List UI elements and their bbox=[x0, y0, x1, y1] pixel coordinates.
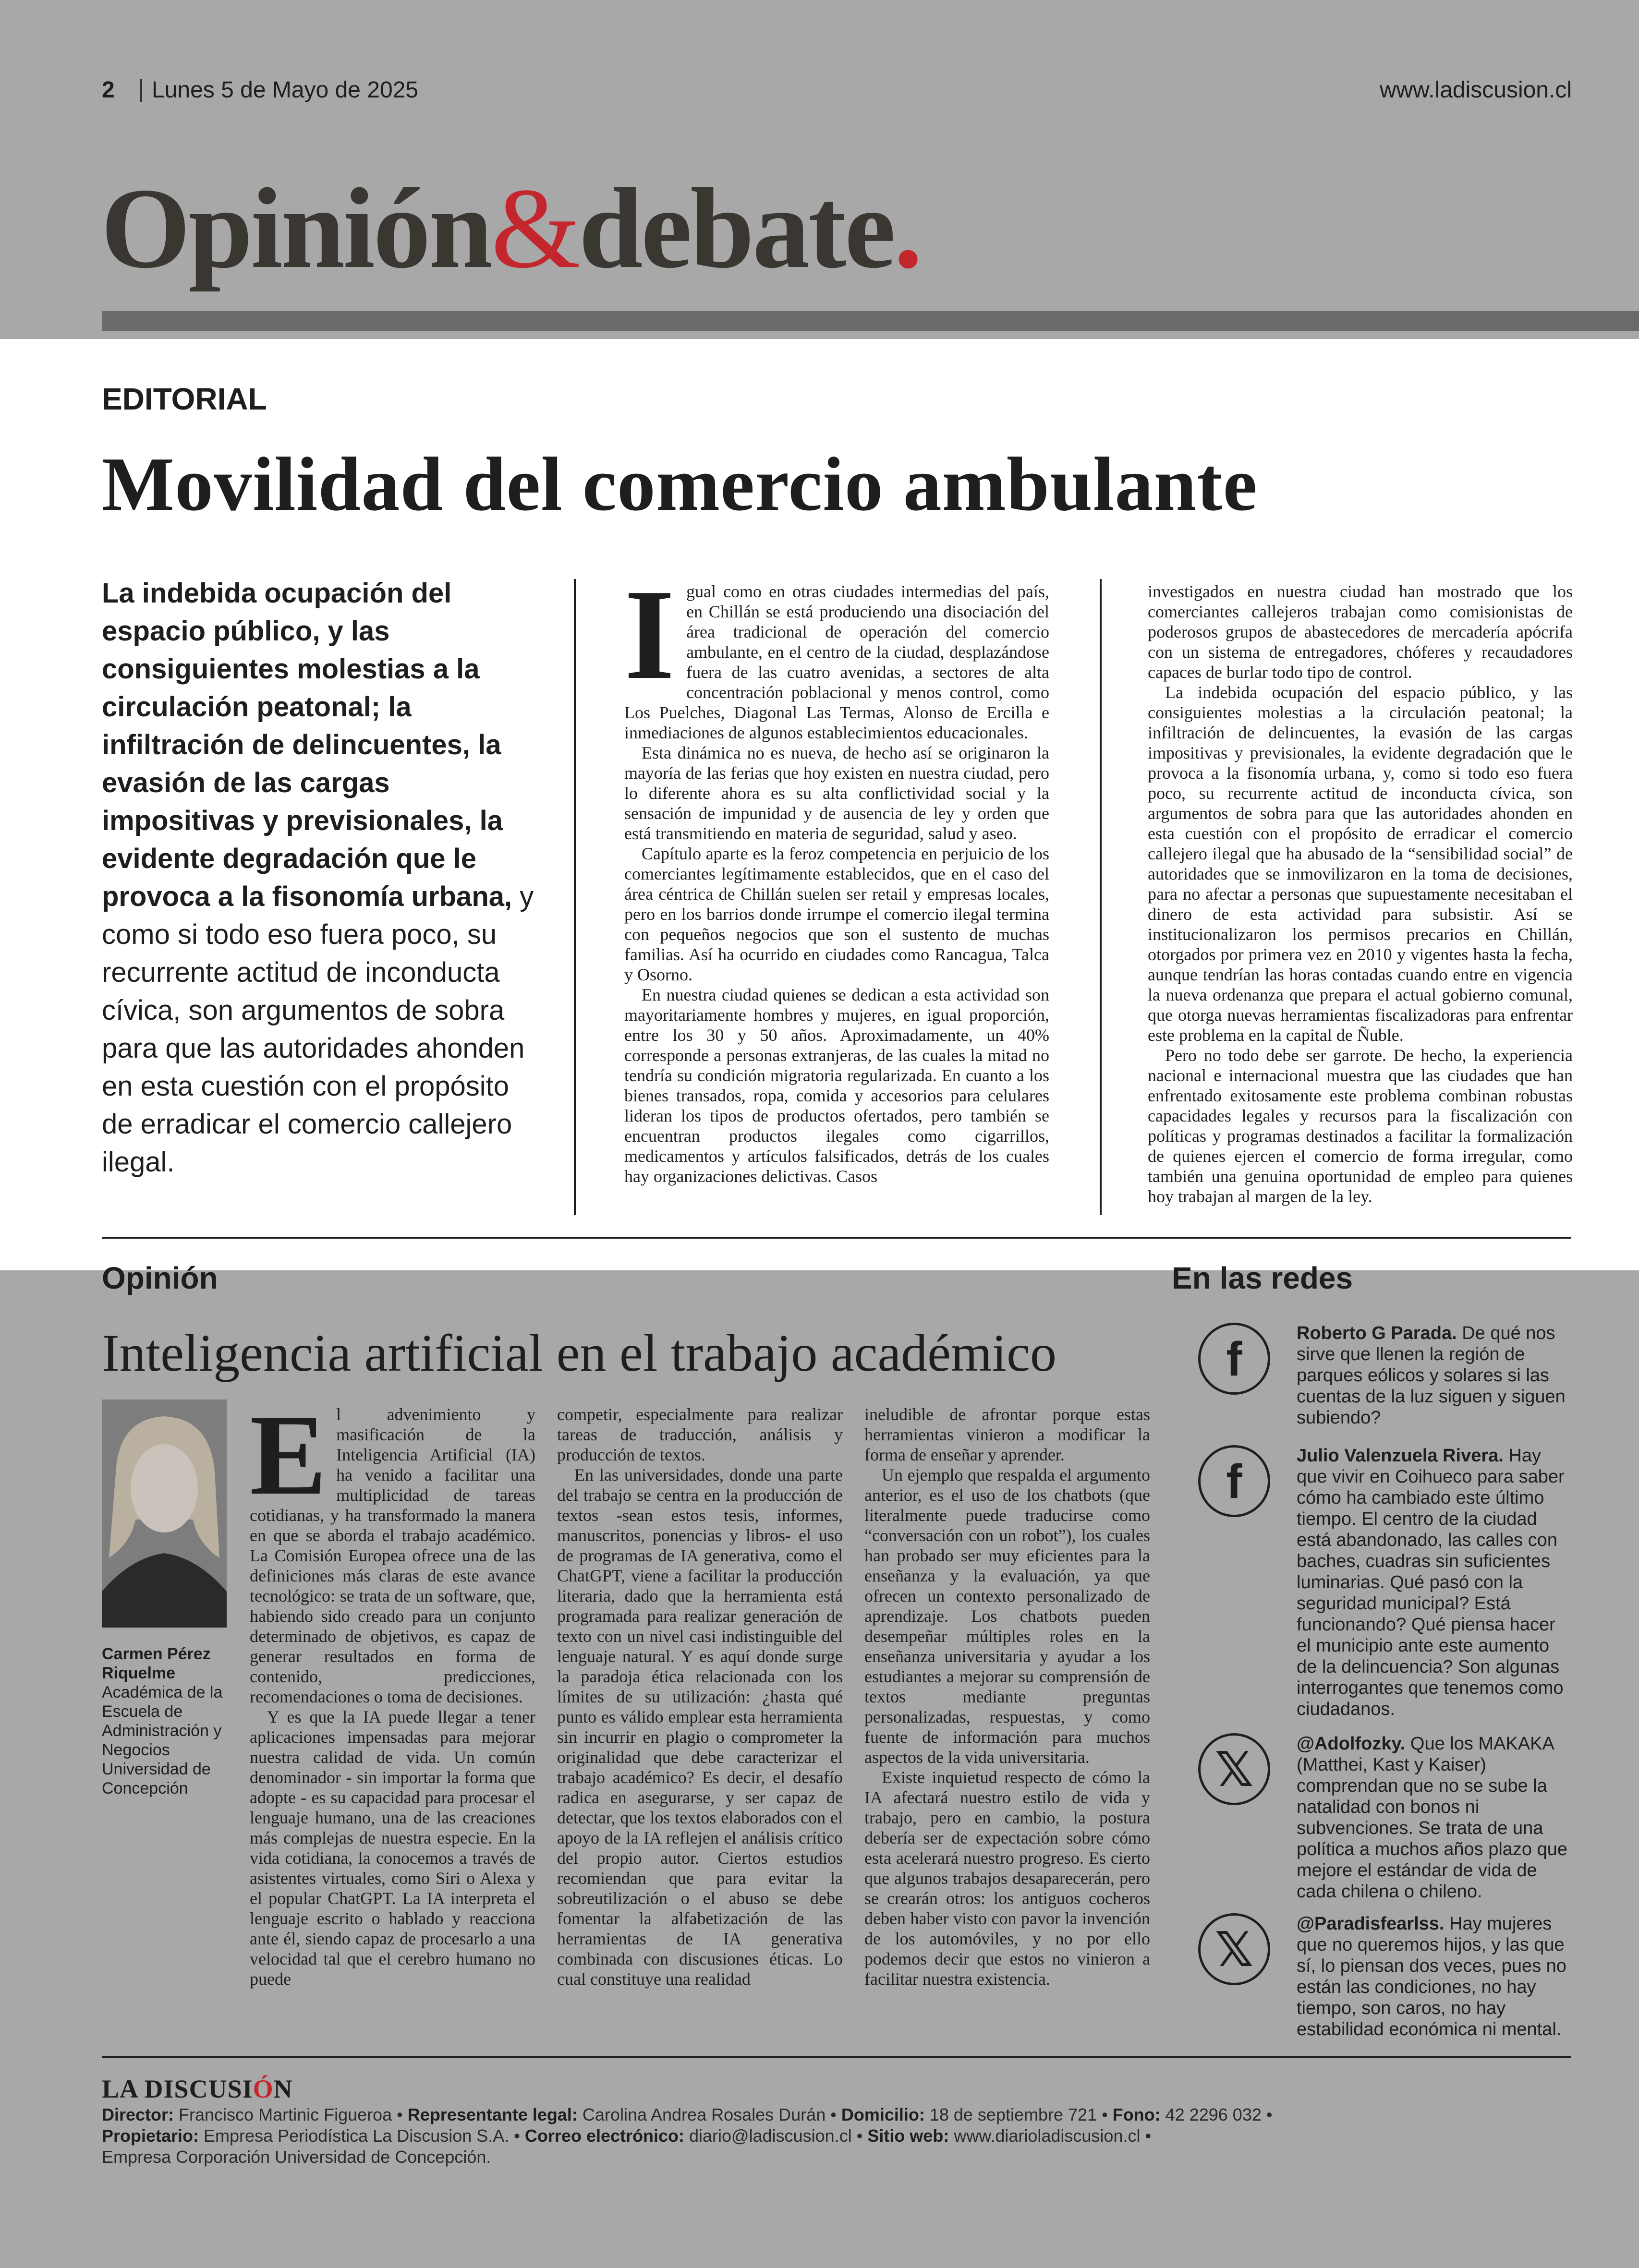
header-bar bbox=[102, 311, 1639, 331]
social-post bbox=[1198, 1445, 1573, 1719]
social-post-author: Roberto G Parada. bbox=[1297, 1323, 1457, 1343]
editorial-lead-rest: y como si todo eso fuera poco, su recurrente actitud de inconducta cívica, son argumentos de sobra para que las autoridades ahonden en esta cuestión con el propósito de erradicar el comercio callejero ilegal. bbox=[102, 881, 534, 1178]
x-icon: 𝕏 bbox=[1198, 1733, 1270, 1805]
date-separator bbox=[140, 79, 142, 102]
author-photo bbox=[102, 1399, 227, 1628]
social-post bbox=[1198, 1733, 1573, 1902]
editorial-column-3 bbox=[1148, 581, 1573, 1206]
editorial-title: Movilidad del comercio ambulante bbox=[102, 441, 1258, 527]
column-rule bbox=[1100, 579, 1102, 1215]
editorial-column-2 bbox=[624, 563, 1049, 1186]
social-post-author: Julio Valenzuela Rivera. bbox=[1297, 1446, 1504, 1466]
opinion-column-3 bbox=[864, 1404, 1150, 1989]
section-title-part1: Opinión bbox=[101, 164, 491, 292]
paragraph: competir, especialmente para realizar tareas de traducción, análisis y producción de textos. bbox=[557, 1405, 843, 1464]
paragraph: Capítulo aparte es la feroz competencia en perjuicio de los comerciantes legítimamente establecidos, que en el caso del área céntrica de Chillán suelen ser retail y empresas locales, pero en los barrios donde irrumpe el comercio ilegal termina con pequeños negocios que son el sustento de muchas familias. Así ha ocurrido en ciudades como Rancagua, Talca y Osorno. bbox=[624, 844, 1049, 984]
issue-date: Lunes 5 de Mayo de 2025 bbox=[152, 77, 419, 103]
paragraph: La indebida ocupación del espacio público, y las consiguientes molestias a la circulación peatonal; la infiltración de delincuentes, la evasión de las cargas impositivas y previsionales, la evidente degradación que le provoca a la fisonomía urbana, y, como si todo eso fuera poco, su recurrente actitud de inconducta cívica, son argumentos de sobra para que las autoridades ahonden en esta cuestión con el propósito de erradicar el comercio callejero ilegal que ha abusado de la “sensibilidad social” de autoridades que se inmovilizaron en la toma de decisiones, para no afectar a personas que supuestamente necesitaban el dinero de esta actividad para subsistir. Así se institucionalizaron los permisos precarios en Chillán, otorgados por primera vez en 2010 y vigentes hasta la fecha, aunque tendrían las horas contadas cuando entre en vigencia la nueva ordenanza que prepara el actual gobierno comunal, que otorga nuevas herramientas fiscalizadoras para enfrentar este problema en la capital de Ñuble. bbox=[1148, 683, 1573, 1045]
newspaper-logo: LA DISCUSIÓN bbox=[102, 2075, 293, 2103]
opinion-column-2 bbox=[557, 1404, 843, 1989]
social-post-text: Julio Valenzuela Rivera. Hay que vivir en Coihueco para saber cómo ha cambiado este último tiempo. El centro de la ciudad está abandonado, las calles con baches, cuadras sin suficientes luminarias. Qué pasó con la seguridad municipal? Está funcionando? Qué piensa hacer el municipio ante este aumento de la delincuencia? Son algunas interrogantes que tenemos como ciudadanos. bbox=[1297, 1446, 1565, 1719]
author-name: Carmen Pérez Riquelme bbox=[102, 1645, 211, 1682]
social-post-text: @Paradisfearlss. Hay mujeres que no queremos hijos, y las que sí, lo piensan dos veces, pues no están las condiciones, no hay tiempo, son caros, no hay estabilidad económica ni mental. bbox=[1297, 1914, 1566, 2039]
social-post-author: @Paradisfearlss. bbox=[1297, 1914, 1445, 1934]
editorial-panel bbox=[0, 339, 1639, 1270]
editorial-lead bbox=[102, 574, 534, 1181]
facebook-icon: f bbox=[1198, 1445, 1270, 1517]
paragraph: Un ejemplo que respalda el argumento anterior, es el uso de los chatbots (que literalmente puede traducirse como “conversación con un robot”), los cuales han probado ser muy eficientes para la enseñanza y la evaluación, ya que ofrecen un contexto personalizado de aprendizaje. Los chatbots pueden desempeñar múltiples roles en la enseñanza universitaria y ayudar a los estudiantes a mejorar su comprensión de textos mediante preguntas personalizadas, respuestas, y como fuente de información para muchos aspectos de la vida universitaria. bbox=[864, 1465, 1150, 1767]
paragraph: Esta dinámica no es nueva, de hecho así se originaron la mayoría de las ferias que hoy existen en nuestra ciudad, pero lo diferente ahora es su alta conflictividad social y la sensación de impunidad y de ausencia de ley y orden que está transmitiendo en materia de seguridad, salud y aseo. bbox=[624, 743, 1049, 843]
paragraph: Pero no todo debe ser garrote. De hecho, la experiencia nacional e internacional muestra que las ciudades que han enfrentado exitosamente este problema combinan robustas capacidades legales y recursos para la fiscalización con políticas y programas destinados a facilitar la formalización de quienes ejercen el comercio de forma irregular, como también una genuina oportunidad de empleo para quienes hoy trabajan al margen de la ley. bbox=[1148, 1046, 1573, 1206]
section-title bbox=[101, 164, 921, 292]
paragraph: En nuestra ciudad quienes se dedican a esta actividad son mayoritariamente hombres y mujeres, en igual proporción, entre los 30 y 50 años. Aproximadamente, un 40% corresponde a personas extranjeras, de las cuales la mitad no tendría su condición migratoria regularizada. En cuanto a los bienes transados, ropa, comida y accesorios para celulares lideran los tipos de productos ofertados, pero también se encuentran productos ilegales como cigarrillos, medicamentos y artículos falsificados, detrás de los cuales hay organizaciones delictivas. Casos bbox=[624, 985, 1049, 1186]
author-role: Académica de la Escuela de Administración y Negocios Universidad de Concepción bbox=[102, 1683, 223, 1798]
paragraph: En las universidades, donde una parte del trabajo se centra en la producción de textos -sean estos tesis, informes, manuscritos, ponencias y libros- el uso de programas de IA generativa, como el ChatGPT, viene a facilitar la producción literaria, dado que la herramienta está programada para realizar generación de texto con un nivel casi indistinguible del lenguaje natural. Y es aquí donde surge la paradoja ética relacionada con los límites de su utilización: ¿hasta qué punto es válido emplear esta herramienta sin incurrir en plagio o comprometer la originalidad que debe caracterizar el trabajo académico? Es decir, el desafío radica en asegurarse, y ser capaz de detectar, que los textos elaborados con el apoyo de la IA reflejen el análisis crítico del propio autor. Ciertos estudios recomiendan que para evitar la sobreutilización o el abuso se debe fomentar la alfabetización de las herramientas de IA generativa combinada con discusiones éticas. Lo cual constituye una realidad bbox=[557, 1465, 843, 1989]
opinion-kicker: Opinión bbox=[102, 1261, 218, 1295]
editorial-lead-bold: La indebida ocupación del espacio público, y las consiguientes molestias a la circulación peatonal; la infiltración de delincuentes, la evasión de las cargas impositivas y previsionales, la evidente degradación que le provoca a la fisonomía urbana, bbox=[102, 578, 512, 912]
paragraph: Igual como en otras ciudades intermedias del país, en Chillán se está produciendo una disociación del área tradicional de operación del comercio ambulante, en el centro de la ciudad, desplazándose fuera de las cuatro avenidas, a sectores de alta concentración poblacional y menos control, como Los Puelches, Diagonal Las Termas, Alonso de Ercilla e inmediaciones de algunos establecimientos educacionales. bbox=[624, 563, 1049, 742]
social-post-text: @Adolfozky. Que los MAKAKA (Matthei, Kast y Kaiser) comprendan que no se sube la natalidad con bonos ni subvenciones. Se trata de una política a muchos años plazo que mejore el estándar de vida de cada chilena o chileno. bbox=[1297, 1734, 1568, 1902]
author-portrait-icon bbox=[102, 1399, 227, 1628]
x-icon: 𝕏 bbox=[1198, 1913, 1270, 1985]
facebook-icon: f bbox=[1198, 1323, 1270, 1395]
top-line bbox=[102, 77, 1572, 104]
editorial-kicker: EDITORIAL bbox=[102, 382, 267, 416]
footer-rule bbox=[102, 2056, 1571, 2058]
section-divider bbox=[102, 1237, 1571, 1239]
section-title-part2: debate bbox=[579, 164, 894, 292]
social-section-title: En las redes bbox=[1172, 1261, 1353, 1295]
paragraph: Existe inquietud respecto de cómo la IA afectará nuestro estilo de vida y trabajo, pero en cambio, la postura debería ser de expectación sobre cómo esta acelerará nuestro progreso. Es cierto que algunos trabajos desaparecerán, pero se crearán otros: los antiguos cocheros deben haber visto con pavor la invención de los automóviles, y no por ello podemos decir que estos no vinieron a facilitar nuestra existencia. bbox=[864, 1768, 1150, 1989]
paragraph: investigados en nuestra ciudad han mostrado que los comerciantes callejeros trabajan como comisionistas de poderosos grupos de abastecedores de mercadería apócrifa con un sistema de entregadores, chóferes y recaudadores capaces de burlar todo tipo de control. bbox=[1148, 582, 1573, 682]
paragraph: Y es que la IA puede llegar a tener aplicaciones impensadas para mejorar nuestra calidad de vida. Un común denominador - sin importar la forma que adopte - es su capacidad para procesar el lenguaje humano, una de las creaciones más complejas de nuestra especie. En la vida cotidiana, la conocemos a través de asistentes virtuales, como Siri o Alexa y el popular ChatGPT. La IA interpreta el lenguaje escrito o hablado y reacciona ante él, siendo capaz de procesarlo a una velocidad tal que el cerebro humano no puede bbox=[250, 1707, 535, 1989]
opinion-column-1 bbox=[250, 1391, 535, 1989]
social-post bbox=[1198, 1913, 1573, 2038]
column-rule bbox=[574, 579, 576, 1215]
drop-cap: I bbox=[624, 563, 675, 706]
footer-company: Empresa Corporación Universidad de Concepción. bbox=[102, 2147, 491, 2167]
page-number: 2 bbox=[102, 77, 115, 103]
paragraph: ineludible de afrontar porque estas herramientas vinieron a modificar la forma de enseñar y aprender. bbox=[864, 1405, 1150, 1464]
footer-credits: Director: Francisco Martinic Figueroa • Representante legal: Carolina Andrea Rosales Durán • Domicilio: 18 de septiembre 721 • Fono: 42 2296 032 • Propietario: Empresa Periodística La Discusion S.A. • Correo electrónico: diario@ladiscusion.cl • Sitio web: www.diarioladiscusion.cl • Empresa Corporación Universidad de Concepción. bbox=[102, 2105, 1273, 2167]
section-title-amp: & bbox=[491, 164, 579, 292]
opinion-title: Inteligencia artificial en el trabajo académico bbox=[102, 1324, 1057, 1382]
paragraph: El advenimiento y masificación de la Inteligencia Artificial (IA) ha venido a facilitar una multiplicidad de tareas cotidianas, y ha transformado la manera en que se aborda el trabajo académico. La Comisión Europea ofrece una de las definiciones más claras de este avance tecnológico: se trata de un software, que, habiendo sido creado para un conjunto determinado de objetivos, es capaz de generar resultados en forma de contenido, predicciones, recomendaciones o toma de decisiones. bbox=[250, 1391, 535, 1706]
social-post-text: Roberto G Parada. De qué nos sirve que llenen la región de parques eólicos y solares si las cuentas de la luz siguen y siguen subiendo? bbox=[1297, 1323, 1566, 1428]
social-post-author: @Adolfozky. bbox=[1297, 1734, 1406, 1754]
section-title-dot: . bbox=[894, 164, 921, 292]
drop-cap: E bbox=[250, 1391, 327, 1519]
social-post bbox=[1198, 1323, 1573, 1433]
site-url[interactable]: www.ladiscusion.cl bbox=[1379, 77, 1572, 103]
